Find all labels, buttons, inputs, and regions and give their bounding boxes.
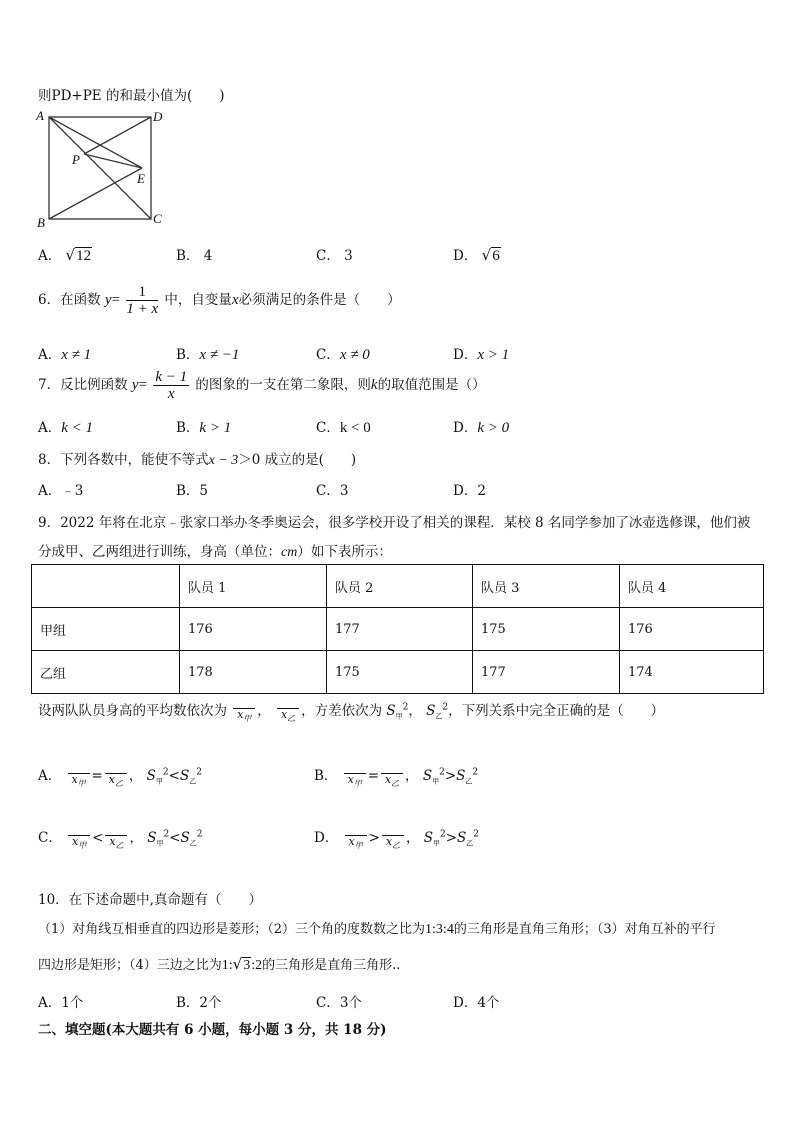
option-label: A． xyxy=(38,483,62,499)
q10-ratio-2-root: 3 xyxy=(243,958,251,973)
variance-jia xyxy=(424,830,446,846)
option-label: C． xyxy=(316,420,340,436)
relation-x: = xyxy=(91,768,103,785)
x-symbol: x xyxy=(280,708,288,721)
relation-s: > xyxy=(445,830,458,847)
sub-yi: 乙 xyxy=(392,841,401,851)
q6-denominator: 1 + x xyxy=(126,301,159,317)
option-label: C． xyxy=(316,483,340,499)
option-10d[interactable] xyxy=(453,991,499,1011)
sqrt-symbol: √ xyxy=(65,246,76,264)
comma: ， xyxy=(405,768,419,785)
option-10b[interactable] xyxy=(176,991,222,1011)
q7-var: k xyxy=(370,377,378,393)
q7-suffix-b: 的取值范围是（） xyxy=(377,377,486,393)
table-header-row xyxy=(32,565,764,608)
sub-yi: 乙 xyxy=(465,777,473,786)
sub-jia: 甲 xyxy=(354,841,363,851)
question-8 xyxy=(38,448,356,469)
s-symbol: S xyxy=(386,703,396,720)
q6-prefix: 6．在函数 xyxy=(38,292,101,308)
option-label: B． xyxy=(176,347,200,363)
square: 2 xyxy=(163,829,170,840)
question-9-follow-up xyxy=(38,698,664,725)
option-value: 2个 xyxy=(199,995,222,1011)
mean-yi xyxy=(105,825,127,852)
option-value: 2 xyxy=(477,483,486,499)
mean-yi xyxy=(277,698,299,725)
mean-jia xyxy=(68,763,90,790)
q6-var: x xyxy=(231,292,239,308)
sub-jia: 甲 xyxy=(77,779,86,789)
option-9c[interactable] xyxy=(38,825,203,852)
s-symbol: S xyxy=(457,830,467,847)
table-cell: 175 xyxy=(327,651,473,694)
option-10c[interactable] xyxy=(316,991,362,1011)
option-label: A． xyxy=(38,995,62,1011)
option-value: 1个 xyxy=(61,995,84,1011)
option-value: k < 0 xyxy=(339,420,371,436)
sub-yi: 乙 xyxy=(466,839,474,848)
relation-x: < xyxy=(92,830,104,847)
option-5a[interactable] xyxy=(38,244,92,265)
mean-jia xyxy=(344,763,366,790)
option-value: 3 xyxy=(339,483,349,499)
sub-yi: 乙 xyxy=(114,779,123,789)
option-label: D． xyxy=(453,248,478,264)
option-value: 4个 xyxy=(477,995,500,1011)
label-c: C xyxy=(153,211,162,226)
table-header-cell: 队员 2 xyxy=(327,565,473,608)
q9-line2-b: ）如下表所示： xyxy=(297,544,392,560)
table-row xyxy=(32,651,764,694)
x-symbol: x xyxy=(237,708,244,721)
option-label: B． xyxy=(176,483,200,499)
table-header-cell xyxy=(32,565,180,608)
label-e: E xyxy=(137,171,145,186)
mean-yi xyxy=(382,825,404,852)
option-label: B． xyxy=(176,248,200,264)
q6-numerator: 1 xyxy=(126,284,158,301)
relation-x: > xyxy=(368,830,380,847)
option-value: 5 xyxy=(199,483,209,499)
option-label: D． xyxy=(453,483,478,499)
table-header-cell: 队员 3 xyxy=(473,565,620,608)
s-symbol: S xyxy=(422,768,433,785)
table-cell: 乙组 xyxy=(32,651,180,694)
option-label: B． xyxy=(176,995,200,1011)
sub-jia: 甲 xyxy=(243,714,252,724)
option-value: 3个 xyxy=(339,995,362,1011)
q9-after-a: 设两队队员身高的平均数依次为 xyxy=(38,703,227,720)
option-value: k > 0 xyxy=(477,420,510,436)
q10-line1-a: （1）对角线互相垂直的四边形是菱形；（2）三个角的度数数之比为 xyxy=(38,922,426,937)
variance-yi xyxy=(426,703,448,719)
label-b: B xyxy=(37,215,45,230)
q7-numerator: k − 1 xyxy=(155,369,188,385)
x-symbol: x xyxy=(71,773,78,786)
option-7a[interactable] xyxy=(38,416,93,437)
option-value: 4 xyxy=(203,248,213,264)
x-symbol: x xyxy=(348,835,355,848)
rectangle-figure xyxy=(34,106,169,230)
q7-fraction xyxy=(153,369,189,402)
square: 2 xyxy=(473,829,480,840)
sub-yi: 乙 xyxy=(115,841,124,851)
relation-s: < xyxy=(169,830,181,847)
mean-jia xyxy=(68,825,90,852)
option-6c[interactable] xyxy=(316,343,370,364)
x-symbol: x xyxy=(108,773,115,786)
table-cell: 178 xyxy=(180,651,327,694)
comma: ， xyxy=(408,703,422,720)
option-label: A． xyxy=(38,347,62,363)
q7-eq: = xyxy=(138,377,148,393)
option-label: D． xyxy=(453,347,478,363)
x-symbol: x xyxy=(109,835,116,848)
table-cell: 175 xyxy=(473,608,620,651)
option-label: C． xyxy=(316,248,340,264)
q7-y: y xyxy=(131,377,139,393)
q10-line1-b: 的三角形是直角三角形；（3）对角互补的平行 xyxy=(453,922,716,937)
sub-jia: 甲 xyxy=(353,779,362,789)
x-symbol: x xyxy=(347,773,354,786)
option-value: ﹣3 xyxy=(61,483,84,499)
mean-yi xyxy=(105,763,127,790)
variance-jia xyxy=(147,768,169,784)
diagonal-ac xyxy=(49,117,151,219)
square: 2 xyxy=(439,767,445,778)
table-cell: 176 xyxy=(620,608,764,651)
label-p: P xyxy=(72,152,80,167)
option-value: x ≠ 1 xyxy=(61,347,92,363)
q8-suffix: ＞0 成立的是( ) xyxy=(238,452,357,468)
table-cell: 176 xyxy=(180,608,327,651)
option-value: k < 1 xyxy=(61,420,94,436)
q8-expr: x − 3 xyxy=(208,453,239,468)
variance-jia xyxy=(147,830,169,846)
table-cell: 甲组 xyxy=(32,608,180,651)
label-d: D xyxy=(153,109,163,124)
square: 2 xyxy=(196,829,203,840)
question-10-stem: 10．在下述命题中,真命题有（ ） xyxy=(38,892,262,908)
height-table xyxy=(31,564,764,694)
q7-prefix: 7．反比例函数 xyxy=(38,377,128,393)
sub-yi: 乙 xyxy=(435,712,443,721)
comma: ， xyxy=(405,830,420,847)
table-header-cell: 队员 1 xyxy=(180,565,327,608)
option-8c[interactable] xyxy=(316,479,348,499)
option-5d[interactable] xyxy=(453,244,501,265)
q7-denominator: x xyxy=(167,386,175,402)
option-7d[interactable] xyxy=(453,416,509,437)
option-6d[interactable] xyxy=(453,343,509,364)
option-8a[interactable] xyxy=(38,479,83,499)
q6-suffix-b: 必须满足的条件是（ ） xyxy=(238,292,401,308)
x-symbol: x xyxy=(384,773,392,786)
option-label: D． xyxy=(453,995,478,1011)
variance-yi xyxy=(180,768,202,784)
q9-unit: cm xyxy=(281,545,298,560)
table-cell: 174 xyxy=(620,651,764,694)
option-label: C． xyxy=(316,347,340,363)
variance-yi xyxy=(181,830,203,846)
s-symbol: S xyxy=(180,830,190,847)
sub-yi: 乙 xyxy=(189,777,197,786)
s-symbol: S xyxy=(147,830,157,847)
sub-jia: 甲 xyxy=(155,777,163,786)
section-2-heading: 二、填空题(本大题共有 6 小题，每小题 3 分，共 18 分) xyxy=(38,1022,387,1038)
option-label: A． xyxy=(38,768,62,785)
mean-jia xyxy=(345,825,367,852)
mean-yi xyxy=(381,763,403,790)
square: 2 xyxy=(162,767,169,778)
segment-ae xyxy=(49,117,142,168)
question-7 xyxy=(38,369,486,402)
square: 2 xyxy=(196,767,202,778)
comma: ， xyxy=(128,768,143,785)
option-label: C． xyxy=(38,830,62,847)
option-value: 12 xyxy=(76,248,92,264)
segment-be xyxy=(49,168,142,219)
sub-jia: 甲 xyxy=(78,841,87,851)
table-row xyxy=(32,608,764,651)
option-label: B． xyxy=(314,768,338,785)
q10-ratio-2a: 1: xyxy=(221,958,233,973)
variance-jia xyxy=(423,768,445,784)
sub-jia: 甲 xyxy=(395,712,403,721)
option-label: D． xyxy=(453,420,478,436)
option-7b[interactable] xyxy=(176,416,231,437)
variance-yi xyxy=(457,830,479,846)
option-label: A． xyxy=(38,248,62,264)
segment-pd xyxy=(84,117,151,154)
option-value: x > 1 xyxy=(477,347,510,363)
s-symbol: S xyxy=(456,768,466,785)
question-10-line-1 xyxy=(38,918,716,938)
q6-eq: = xyxy=(111,292,121,308)
q9-after-b: ，方差依次为 xyxy=(301,703,383,720)
variance-yi xyxy=(456,768,478,784)
option-8b[interactable] xyxy=(176,479,208,499)
sub-jia: 甲 xyxy=(156,839,164,848)
option-value: x ≠ −1 xyxy=(199,347,240,363)
q10-ratio-1: 1:3:4 xyxy=(425,922,454,937)
s-symbol: S xyxy=(423,830,433,847)
option-5b[interactable] xyxy=(176,244,212,264)
q6-suffix-a: 中，自变量 xyxy=(164,292,232,308)
s-symbol: S xyxy=(146,768,156,785)
sub-jia: 甲 xyxy=(432,839,440,848)
question-5-stem-tail: 则PD+PE 的和最小值为( ) xyxy=(38,88,225,104)
q10-line2-a: 四边形是矩形；（4）三边之比为 xyxy=(38,958,222,973)
option-value: k > 1 xyxy=(199,420,232,436)
option-6a[interactable] xyxy=(38,343,91,364)
sub-yi: 乙 xyxy=(391,779,400,789)
relation-s: > xyxy=(444,768,457,785)
sub-yi: 乙 xyxy=(287,714,296,724)
option-label: B． xyxy=(176,420,200,436)
variance-jia xyxy=(386,703,408,719)
question-9-line-1: 9．2022 年将在北京﹣张家口举办冬季奥运会，很多学校开设了相关的课程．某校 8 名同学参加了冰壶选修课，他们被 xyxy=(38,515,751,531)
option-6b[interactable] xyxy=(176,343,239,364)
option-8d[interactable] xyxy=(453,479,486,499)
option-9a[interactable] xyxy=(38,763,202,790)
s-symbol: S xyxy=(426,703,436,720)
square: 2 xyxy=(439,829,446,840)
q9-line2-a: 分成甲、乙两组进行训练，身高（单位： xyxy=(38,544,281,560)
s-symbol: S xyxy=(179,768,190,785)
table-header-cell: 队员 4 xyxy=(620,565,764,608)
option-label: D． xyxy=(314,830,339,847)
q10-line2-b: 的三角形是直角三角形.. xyxy=(262,958,401,973)
square: 2 xyxy=(472,767,479,778)
sqrt-symbol: √ xyxy=(232,955,243,973)
option-5c[interactable] xyxy=(316,244,353,264)
sqrt-symbol: √ xyxy=(481,246,492,264)
table-cell: 177 xyxy=(473,651,620,694)
q7-suffix-a: 的图象的一支在第二象限，则 xyxy=(195,377,371,393)
q9-after-c: ，下列关系中完全正确的是（ ） xyxy=(448,703,665,720)
sub-yi: 乙 xyxy=(189,839,197,848)
square: 2 xyxy=(402,702,409,713)
relation-x: = xyxy=(367,768,380,785)
option-9b[interactable] xyxy=(314,763,478,790)
q6-y: y xyxy=(104,292,112,308)
table-cell: 177 xyxy=(327,608,473,651)
question-6 xyxy=(38,284,401,317)
q10-ratio-2b: :2 xyxy=(251,958,263,973)
q8-prefix: 8．下列各数中，能使不等式 xyxy=(38,452,209,468)
mean-jia xyxy=(233,698,255,725)
option-value: 3 xyxy=(344,248,353,264)
x-symbol: x xyxy=(385,835,393,848)
relation-s: < xyxy=(168,768,180,785)
square: 2 xyxy=(442,702,449,713)
option-7c[interactable] xyxy=(316,416,371,437)
label-a: A xyxy=(36,108,44,123)
option-9d[interactable] xyxy=(314,825,479,852)
comma: ， xyxy=(257,703,271,720)
option-label: A． xyxy=(38,420,62,436)
q6-fraction xyxy=(126,284,158,317)
option-label: C． xyxy=(316,995,340,1011)
question-9-line-2 xyxy=(38,540,392,561)
question-10-line-2 xyxy=(38,954,400,974)
x-symbol: x xyxy=(72,835,79,848)
comma: ， xyxy=(129,830,143,847)
option-10a[interactable] xyxy=(38,991,83,1011)
sub-jia: 甲 xyxy=(432,777,440,786)
option-value: 6 xyxy=(492,248,500,264)
option-value: x ≠ 0 xyxy=(339,347,370,363)
